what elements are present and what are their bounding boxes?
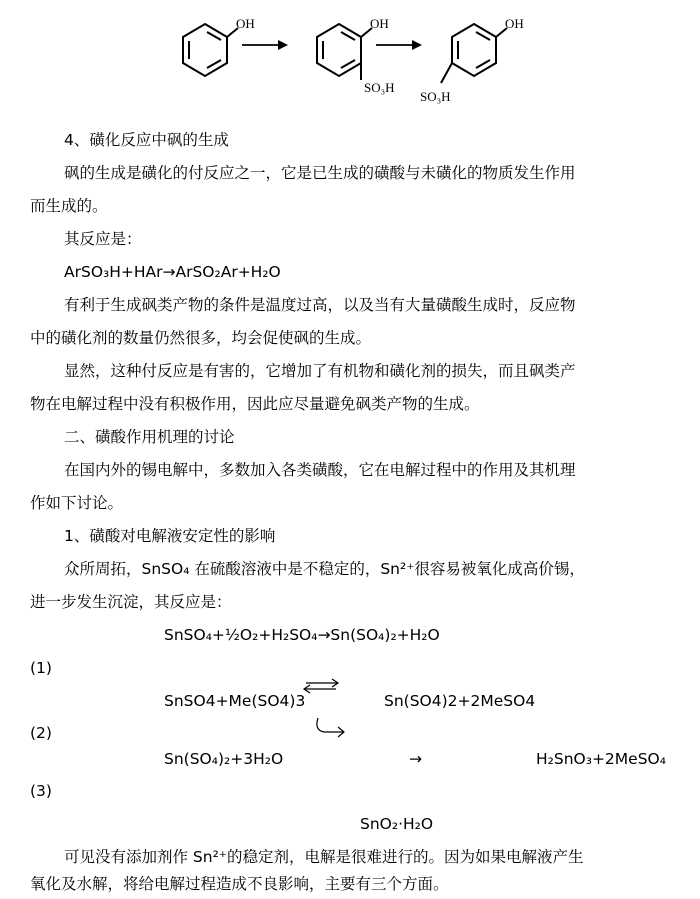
reaction-arrow-1	[242, 40, 288, 50]
oh-label-3: OH	[505, 16, 524, 31]
section-4-paragraph-1-line-1: 砜的生成是磺化的付反应之一，它是已生成的磺酸与未磺化的物质发生作用	[64, 164, 576, 182]
subsection-1-heading: 1、磺酸对电解液安定性的影响	[64, 527, 276, 545]
hook-arrow-icon	[312, 716, 348, 742]
section-2-paragraph-3-line-1: 可见没有添加剂作 Sn²⁺的稳定剂，电解是很难进行的。因为如果电解液产生	[64, 848, 584, 866]
section-4-paragraph-2: 其反应是：	[64, 230, 142, 248]
section-2-paragraph-2-line-1: 众所周拓，SnSO₄ 在硫酸溶液中是不稳定的，Sn²⁺很容易被氧化成高价锡，	[64, 560, 585, 578]
equation-3-right: H₂SnO₃+2MeSO₄	[536, 750, 666, 768]
section-2-heading: 二、磺酸作用机理的讨论	[64, 428, 235, 446]
oh-label-1: OH	[236, 16, 255, 31]
section-2-paragraph-1-line-2: 作如下讨论。	[30, 494, 124, 512]
reaction-arrow-2	[376, 40, 422, 50]
equation-3-arrow: →	[409, 750, 422, 768]
equation-2-left: SnSO4+Me(SO4)3	[164, 692, 306, 710]
equation-3-left: Sn(SO₄)₂+3H₂O	[164, 750, 284, 768]
section-2-paragraph-2-line-2: 进一步发生沉淀，其反应是：	[30, 593, 232, 611]
equation-2-right: Sn(SO4)2+2MeSO4	[384, 692, 536, 710]
section-2-paragraph-3-line-2: 氧化及水解，将给电解过程造成不良影响，主要有三个方面。	[30, 875, 449, 893]
equation-1-number: (1)	[30, 659, 52, 677]
sulfone-reaction-equation: ArSO₃H+HAr→ArSO₂Ar+H₂O	[64, 263, 281, 281]
equation-2-number: (2)	[30, 724, 52, 742]
section-4-paragraph-3-line-1: 有利于生成砜类产物的条件是温度过高，以及当有大量磺酸生成时，反应物	[64, 296, 576, 314]
equation-1: SnSO₄+½O₂+H₂SO₄→Sn(SO₄)₂+H₂O	[164, 626, 440, 644]
section-4-paragraph-4-line-2: 物在电解过程中没有积极作用，因此应尽量避免砜类产物的生成。	[30, 395, 480, 413]
equilibrium-arrow	[300, 676, 342, 696]
phenol-structure	[183, 24, 238, 76]
oh-label-2: OH	[370, 16, 389, 31]
section-4-paragraph-4-line-1: 显然，这种付反应是有害的，它增加了有机物和磺化剂的损失，而且砜类产	[64, 362, 576, 380]
equation-3-number: (3)	[30, 782, 52, 800]
sulfonation-scheme	[0, 0, 700, 120]
section-4-paragraph-1-line-2: 而生成的。	[30, 197, 108, 215]
so3h-label-2: SO₃H	[364, 80, 395, 95]
equation-3-product: SnO₂·H₂O	[360, 815, 434, 833]
ortho-phenolsulfonic-acid-structure	[317, 24, 372, 80]
section-4-heading: 4、磺化反应中砜的生成	[64, 131, 229, 149]
so3h-label-3: SO₃H	[420, 89, 451, 104]
para-phenolsulfonic-acid-structure	[441, 24, 507, 83]
section-2-paragraph-1-line-1: 在国内外的锡电解中，多数加入各类磺酸，它在电解过程中的作用及其机理	[64, 461, 576, 479]
section-4-paragraph-3-line-2: 中的磺化剂的数量仍然很多，均会促使砜的生成。	[30, 329, 372, 347]
